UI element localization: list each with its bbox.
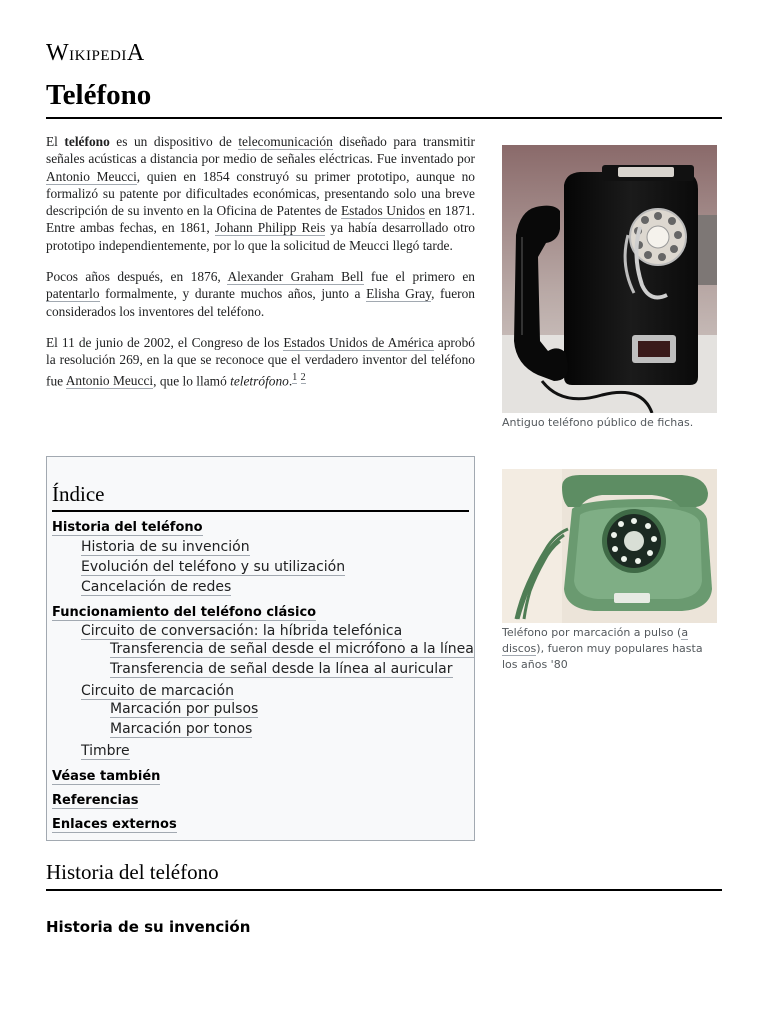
payphone-caption: Antiguo teléfono público de fichas. <box>502 416 694 429</box>
text-run: Pocos años después, en 1876, <box>46 269 228 285</box>
toc-item[interactable] <box>81 620 402 639</box>
reference-link[interactable]: 2 <box>300 371 306 383</box>
toc-item[interactable] <box>81 576 231 595</box>
text-run: El 11 de junio de 2002, el Congreso de los <box>46 334 284 350</box>
inline-link[interactable]: patentarlo <box>46 286 100 302</box>
text-run: , que lo llamó <box>153 373 231 389</box>
text-run: , fueron considerados los inventores del teléfono. <box>46 286 475 319</box>
toc-item-label: Cancelación de redes <box>81 579 232 595</box>
table-of-contents <box>46 456 475 841</box>
inline-link[interactable]: Antonio Meucci <box>65 373 154 389</box>
toc-item[interactable] <box>110 638 474 657</box>
inline-link[interactable]: Antonio Meucci <box>46 168 137 184</box>
lead-section <box>46 133 475 403</box>
toc-item[interactable] <box>110 658 453 677</box>
inline-link[interactable]: Johann Philipp Reis <box>214 220 326 236</box>
inline-link[interactable]: Estados Unidos <box>341 203 425 219</box>
reference-link[interactable]: 1 <box>292 371 298 383</box>
lead-paragraph-1 <box>46 133 475 254</box>
toc-item[interactable] <box>52 516 203 535</box>
text-run: en 1871. Entre ambas fechas, en 1861, <box>46 203 475 236</box>
toc-item-label: Transferencia de señal desde el micrófono a la línea <box>110 641 474 657</box>
caption-text-b: ), fueron muy populares hasta los años '80 <box>502 642 703 671</box>
text-run: fue el primero en <box>363 269 475 285</box>
toc-item-label: Evolución del teléfono y su utilización <box>81 559 346 575</box>
toc-item[interactable] <box>52 813 177 832</box>
text-run: ya había desarrollado otro prototipo independientemente, por lo que la solicitud de Meucci llegó tarde. <box>46 220 475 253</box>
toc-item-label: Circuito de marcación <box>81 683 234 699</box>
text-run: formalmente, y durante muchos años, junto a <box>99 286 367 302</box>
payphone-image[interactable] <box>502 145 717 413</box>
text-run: diseñado para transmitir señales acústicas a distancia por medio de señales eléctricas. Fue inventado por <box>46 134 476 167</box>
rotary-phone-image[interactable] <box>502 469 717 623</box>
toc-item[interactable] <box>110 698 258 717</box>
inline-link[interactable]: Elisha Gray <box>366 286 432 302</box>
lead-paragraph-2 <box>46 268 475 320</box>
toc-item[interactable] <box>52 601 316 620</box>
toc-item[interactable] <box>81 556 345 575</box>
text-run: El <box>46 134 65 149</box>
bold-term: teléfono <box>64 134 110 149</box>
toc-item-label: Transferencia de señal desde la línea al auricular <box>110 661 453 677</box>
wikipedia-wordmark[interactable] <box>46 40 145 67</box>
toc-item-label: Historia del teléfono <box>52 520 203 535</box>
inline-link[interactable]: Alexander Graham Bell <box>227 269 364 285</box>
toc-item-label: Marcación por pulsos <box>110 701 259 717</box>
wordmark-middle: ikipedi <box>69 40 127 65</box>
toc-item-label: Timbre <box>81 743 130 759</box>
toc-item-label: Historia de su invención <box>81 539 250 555</box>
toc-item[interactable] <box>81 536 250 555</box>
toc-title: Índice <box>52 482 469 512</box>
text-run: , quien en 1854 construyó su primer prototipo, aunque no formalizó su patente por dificultades económicas, presentando solo una breve descripción de su invento en la Oficina de Patentes de <box>46 168 475 219</box>
wordmark-final: A <box>126 40 145 66</box>
figure-payphone <box>502 145 717 431</box>
subsection-heading-invencion: Historia de su invención <box>46 918 251 936</box>
inline-link[interactable]: Estados Unidos de América <box>283 334 434 350</box>
toc-item-label: Circuito de conversación: la híbrida telefónica <box>81 623 403 639</box>
toc-list <box>52 512 474 832</box>
toc-item-label: Enlaces externos <box>52 817 177 832</box>
wordmark-initial: W <box>46 40 70 66</box>
toc-item[interactable] <box>52 789 138 808</box>
reference-sup <box>301 372 306 384</box>
rotary-phone-caption <box>502 625 717 673</box>
toc-item-label: Funcionamiento del teléfono clásico <box>52 605 317 620</box>
toc-item[interactable] <box>52 765 160 784</box>
toc-item[interactable] <box>110 718 252 737</box>
text-run: es un dispositivo de <box>109 134 239 149</box>
caption-link-discos[interactable]: a discos <box>502 626 689 655</box>
figure-rotary-phone <box>502 469 717 673</box>
text-run: . <box>288 373 293 389</box>
caption-text-a: Teléfono por marcación a pulso ( <box>502 626 682 639</box>
lead-paragraph-3 <box>46 334 475 389</box>
toc-item[interactable] <box>81 740 130 759</box>
section-heading-historia: Historia del teléfono <box>46 859 722 891</box>
italic-term: teletrófono <box>230 373 289 389</box>
toc-item-label: Véase también <box>52 769 161 784</box>
page-title: Teléfono <box>46 78 722 119</box>
inline-link[interactable]: telecomunicación <box>238 134 333 149</box>
toc-item[interactable] <box>81 680 234 699</box>
toc-item-label: Referencias <box>52 793 139 808</box>
text-run: aprobó la resolución 269, en la que se reconoce que el verdadero inventor del teléfono fue <box>46 334 475 389</box>
toc-item-label: Marcación por tonos <box>110 721 253 737</box>
